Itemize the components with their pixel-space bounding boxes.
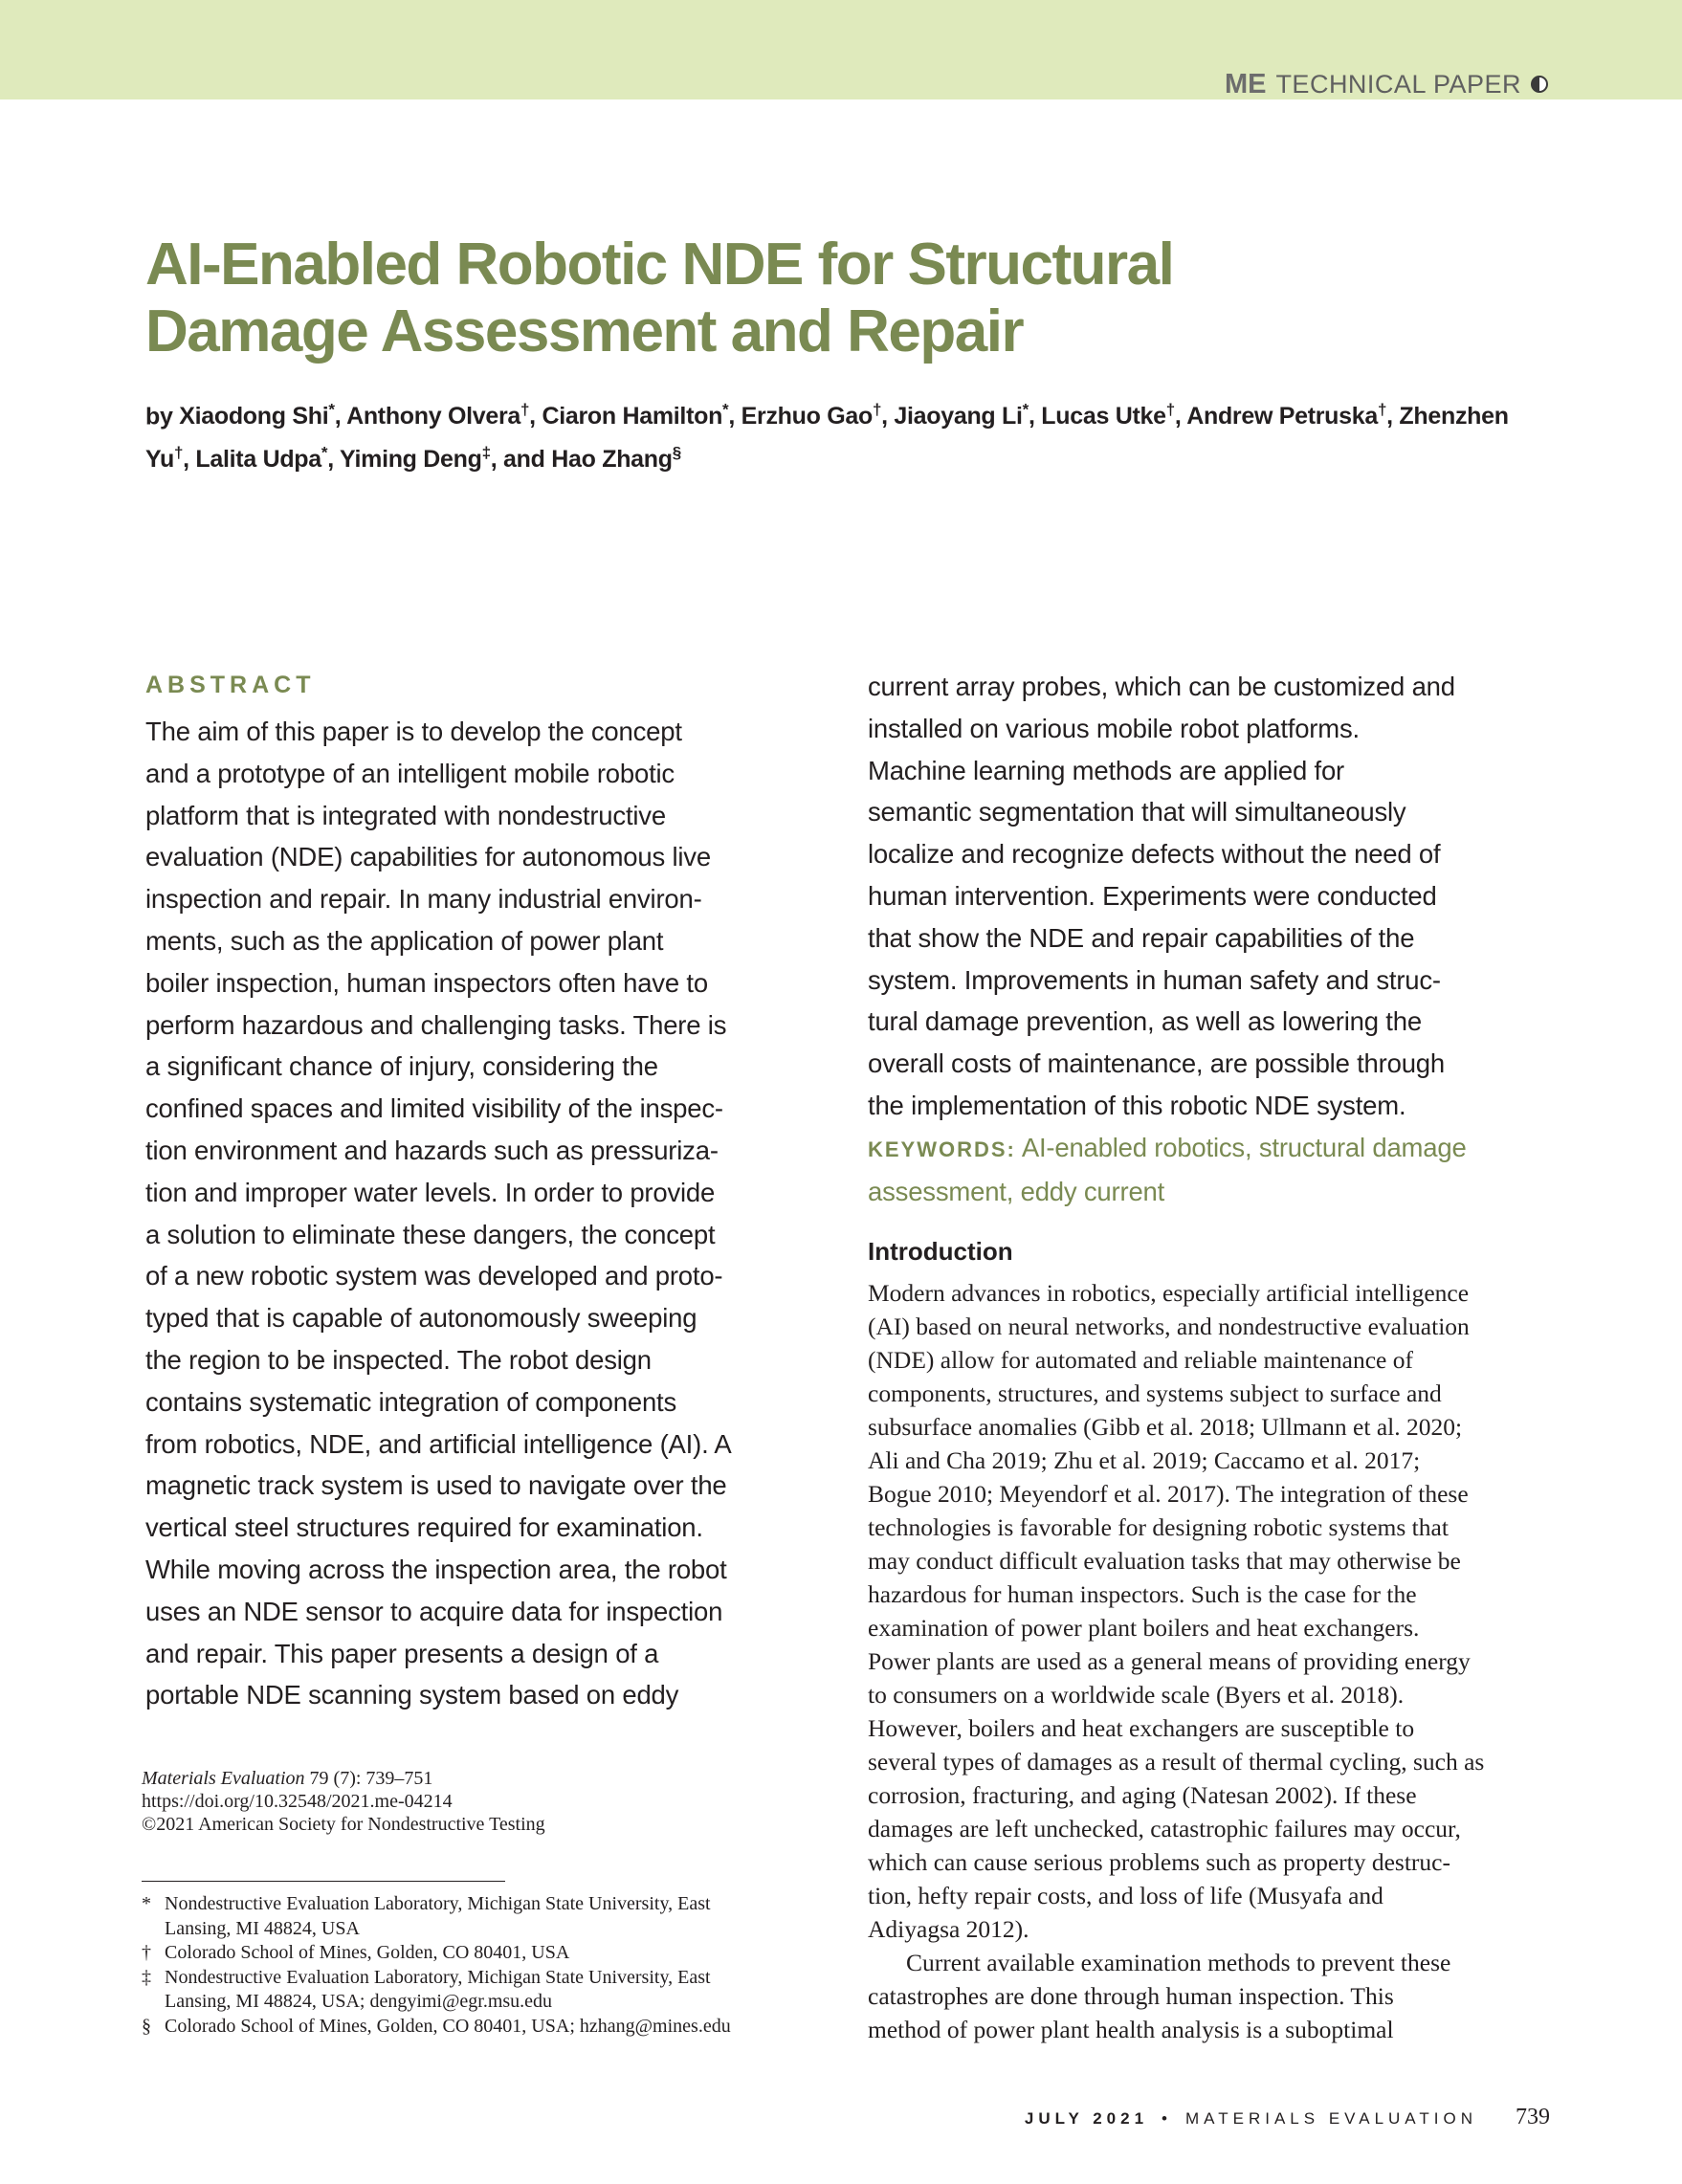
section-tag	[1224, 68, 1548, 99]
author-name: Hao Zhang	[551, 445, 673, 473]
intro-line: Power plants are used as a general means of providing energy	[868, 1647, 1471, 1675]
author-separator: ,	[881, 403, 895, 430]
intro-line: Current available examination methods to prevent these	[906, 1949, 1451, 1976]
abstract-line: of a new robotic system was developed and proto-	[145, 1261, 723, 1291]
affiliation-line: Colorado School of Mines, Golden, CO 80401, USA; hzhang@mines.edu	[165, 2015, 731, 2037]
affiliation-item	[142, 1941, 830, 1966]
intro-line: (NDE) allow for automated and reliable maintenance of	[868, 1346, 1413, 1374]
citation-journal: Materials Evaluation	[142, 1768, 305, 1789]
author-name: Jiaoyang Li	[894, 403, 1023, 430]
intro-paragraph-1	[868, 1276, 1547, 1946]
paper-title: AI-Enabled Robotic NDE for Structural Damage Assessment and Repair	[145, 232, 1174, 364]
page-number: 739	[1516, 2105, 1550, 2129]
abstract-line: portable NDE scanning system based on eddy	[145, 1680, 679, 1710]
citation-line	[142, 1767, 811, 1790]
affiliation-footnotes	[142, 1892, 830, 2039]
abstract-line: the implementation of this robotic NDE system.	[868, 1090, 1406, 1120]
abstract-line: current array probes, which can be customized and	[868, 672, 1455, 701]
affiliation-mark: *	[142, 1893, 151, 1914]
author-name: Xiaodong Shi	[179, 403, 329, 430]
abstract-line: that show the NDE and repair capabilities of the	[868, 922, 1415, 953]
intro-line: Adiyagsa 2012).	[868, 1915, 1029, 1943]
intro-line: subsurface anomalies (Gibb et al. 2018; Ullmann et al. 2020;	[868, 1413, 1463, 1441]
author-affiliation-mark: *	[328, 401, 335, 419]
affiliation-mark: †	[142, 1942, 151, 1963]
author-affiliation-mark: †	[872, 401, 882, 419]
citation-copyright: ©2021 American Society for Nondestructive Testing	[142, 1814, 545, 1835]
author-name: Anthony Olvera	[346, 403, 521, 430]
intro-paragraph-2	[868, 1946, 1547, 2046]
abstract-line: tion and improper water levels. In order to provide	[145, 1177, 716, 1207]
abstract-left-column	[145, 711, 806, 1716]
intro-line: to consumers on a worldwide scale (Byers et al. 2018).	[868, 1681, 1405, 1709]
abstract-line: confined spaces and limited visibility of the inspec-	[145, 1093, 723, 1124]
abstract-line: tion environment and hazards such as pressuriza-	[145, 1135, 719, 1165]
intro-line: components, structures, and systems subject to surface and	[868, 1379, 1442, 1407]
intro-line: several types of damages as a result of thermal cycling, such as	[868, 1748, 1485, 1776]
affiliation-line: Lansing, MI 48824, USA	[165, 1917, 360, 1939]
author-affiliation-mark: †	[1377, 401, 1387, 419]
author-separator: ,	[327, 445, 341, 473]
footnote-divider	[142, 1881, 505, 1882]
abstract-line: The aim of this paper is to develop the concept	[145, 717, 682, 746]
abstract-line: the region to be inspected. The robot design	[145, 1344, 652, 1375]
intro-line: technologies is favorable for designing robotic systems that	[868, 1513, 1449, 1541]
affiliation-line: Nondestructive Evaluation Laboratory, Michigan State University, East	[165, 1893, 711, 1914]
author-affiliation-mark: *	[321, 443, 328, 462]
abstract-right-column	[868, 666, 1538, 1212]
abstract-line: and a prototype of an intelligent mobile robotic	[145, 758, 675, 788]
keywords-text: AI-enabled robotics, structural damage	[1015, 1132, 1467, 1162]
affiliation-line: Nondestructive Evaluation Laboratory, Michigan State University, East	[165, 1966, 711, 1988]
author-affiliation-mark: ‡	[481, 443, 491, 462]
intro-line: However, boilers and heat exchangers are susceptible to	[868, 1714, 1415, 1742]
abstract-line: While moving across the inspection area, the robot	[145, 1554, 727, 1584]
abstract-line: contains systematic integration of components	[145, 1386, 677, 1417]
intro-line: Ali and Cha 2019; Zhu et al. 2019; Caccamo et al. 2017;	[868, 1446, 1421, 1474]
author-separator: ,	[529, 403, 542, 430]
intro-line: catastrophes are done through human inspection. This	[868, 1982, 1394, 2010]
keywords-line: assessment, eddy current	[868, 1176, 1165, 1206]
author-name: Andrew Petruska	[1186, 403, 1378, 430]
abstract-line: overall costs of maintenance, are possible through	[868, 1048, 1445, 1079]
intro-line: damages are left unchecked, catastrophic failures may occur,	[868, 1815, 1461, 1842]
section-label: TECHNICAL PAPER	[1275, 69, 1521, 99]
author-separator: , and	[490, 445, 552, 473]
author-affiliation-mark: †	[1165, 401, 1175, 419]
abstract-line: from robotics, NDE, and artificial intelligence (AI). A	[145, 1428, 732, 1459]
author-affiliation-mark: *	[722, 401, 729, 419]
intro-line: may conduct difficult evaluation tasks that may otherwise be	[868, 1547, 1461, 1575]
abstract-line: vertical steel structures required for examination.	[145, 1512, 703, 1543]
author-name: Lalita Udpa	[195, 445, 321, 473]
author-name: Lucas Utke	[1041, 403, 1166, 430]
abstract-line: system. Improvements in human safety and struc-	[868, 964, 1441, 995]
affiliation-mark: §	[142, 2015, 151, 2037]
half-filled-circle-icon	[1531, 76, 1548, 93]
footer-bullet: •	[1162, 2109, 1172, 2128]
abstract-line: typed that is capable of autonomously sweeping	[145, 1303, 697, 1334]
abstract-heading: ABSTRACT	[145, 672, 316, 698]
introduction-body	[868, 1276, 1547, 2046]
author-separator: ,	[1029, 403, 1042, 430]
abstract-line: tural damage prevention, as well as lowering the	[868, 1006, 1422, 1037]
affiliation-line: Colorado School of Mines, Golden, CO 80401, USA	[165, 1942, 570, 1963]
author-name: Yiming Deng	[340, 445, 482, 473]
abstract-line: Machine learning methods are applied for	[868, 755, 1344, 785]
author-separator: ,	[1386, 403, 1400, 430]
author-name: Erzhuo Gao	[741, 403, 873, 430]
author-separator: ,	[183, 445, 196, 473]
intro-line: hazardous for human inspectors. Such is the case for the	[868, 1580, 1417, 1608]
author-affiliation-mark: †	[520, 401, 530, 419]
intro-line: tion, hefty repair costs, and loss of life (Musyafa and	[868, 1882, 1383, 1909]
intro-line: (AI) based on neural networks, and nondestructive evaluation	[868, 1313, 1470, 1340]
author-name: Ciaron Hamilton	[542, 403, 723, 430]
intro-line: examination of power plant boilers and heat exchangers.	[868, 1614, 1420, 1642]
author-affiliation-mark: *	[1022, 401, 1029, 419]
intro-line: which can cause serious problems such as property destruc-	[868, 1848, 1450, 1876]
citation-volume: 79 (7): 739–751	[304, 1768, 433, 1789]
citation-block	[142, 1767, 811, 1836]
affiliation-item	[142, 1892, 830, 1941]
intro-line: Bogue 2010; Meyendorf et al. 2017). The integration of these	[868, 1480, 1469, 1508]
keywords-line	[868, 1127, 1538, 1171]
intro-line: Modern advances in robotics, especially artificial intelligence	[868, 1279, 1470, 1307]
affiliation-mark: ‡	[142, 1966, 151, 1988]
abstract-line: uses an NDE sensor to acquire data for inspection	[145, 1596, 723, 1626]
author-prefix: by	[145, 403, 180, 430]
affiliation-item	[142, 2015, 830, 2040]
brand-mark: ME	[1224, 68, 1267, 99]
abstract-line: localize and recognize defects without the need of	[868, 839, 1441, 870]
author-affiliation-mark: §	[672, 443, 681, 462]
page-footer	[1025, 2105, 1550, 2130]
abstract-line: platform that is integrated with nondestructive	[145, 800, 666, 830]
intro-line: method of power plant health analysis is a suboptimal	[868, 2016, 1394, 2043]
author-list	[145, 392, 1514, 477]
footer-journal: MATERIALS EVALUATION	[1185, 2109, 1477, 2128]
abstract-line: human intervention. Experiments were conducted	[868, 880, 1437, 911]
abstract-line: inspection and repair. In many industrial environ-	[145, 884, 702, 915]
affiliation-line: Lansing, MI 48824, USA; dengyimi@egr.msu.edu	[165, 1991, 553, 2012]
abstract-line: a solution to eliminate these dangers, the concept	[145, 1219, 716, 1249]
introduction-heading: Introduction	[868, 1237, 1013, 1266]
author-separator: ,	[1174, 403, 1187, 430]
author-name: Zhenzhen Yu	[145, 403, 1509, 473]
abstract-line: ments, such as the application of power plant	[145, 925, 664, 956]
author-separator: ,	[334, 403, 347, 430]
keywords-label: KEYWORDS:	[868, 1136, 1016, 1161]
author-separator: ,	[728, 403, 741, 430]
intro-line: corrosion, fracturing, and aging (Natesan 2002). If these	[868, 1781, 1417, 1809]
citation-doi[interactable]: https://doi.org/10.32548/2021.me-04214	[142, 1791, 453, 1812]
abstract-line: perform hazardous and challenging tasks. There is	[145, 1009, 727, 1040]
author-affiliation-mark: †	[173, 443, 184, 462]
abstract-line: a significant chance of injury, considering the	[145, 1051, 658, 1082]
abstract-line: evaluation (NDE) capabilities for autonomous live	[145, 842, 711, 872]
affiliation-item	[142, 1966, 830, 2015]
abstract-line: and repair. This paper presents a design of a	[145, 1638, 659, 1668]
abstract-line: semantic segmentation that will simultaneously	[868, 797, 1406, 827]
abstract-line: installed on various mobile robot platforms.	[868, 713, 1360, 743]
abstract-line: boiler inspection, human inspectors often have to	[145, 967, 708, 998]
footer-date: JULY 2021	[1024, 2109, 1149, 2128]
abstract-line: magnetic track system is used to navigate over the	[145, 1470, 727, 1501]
